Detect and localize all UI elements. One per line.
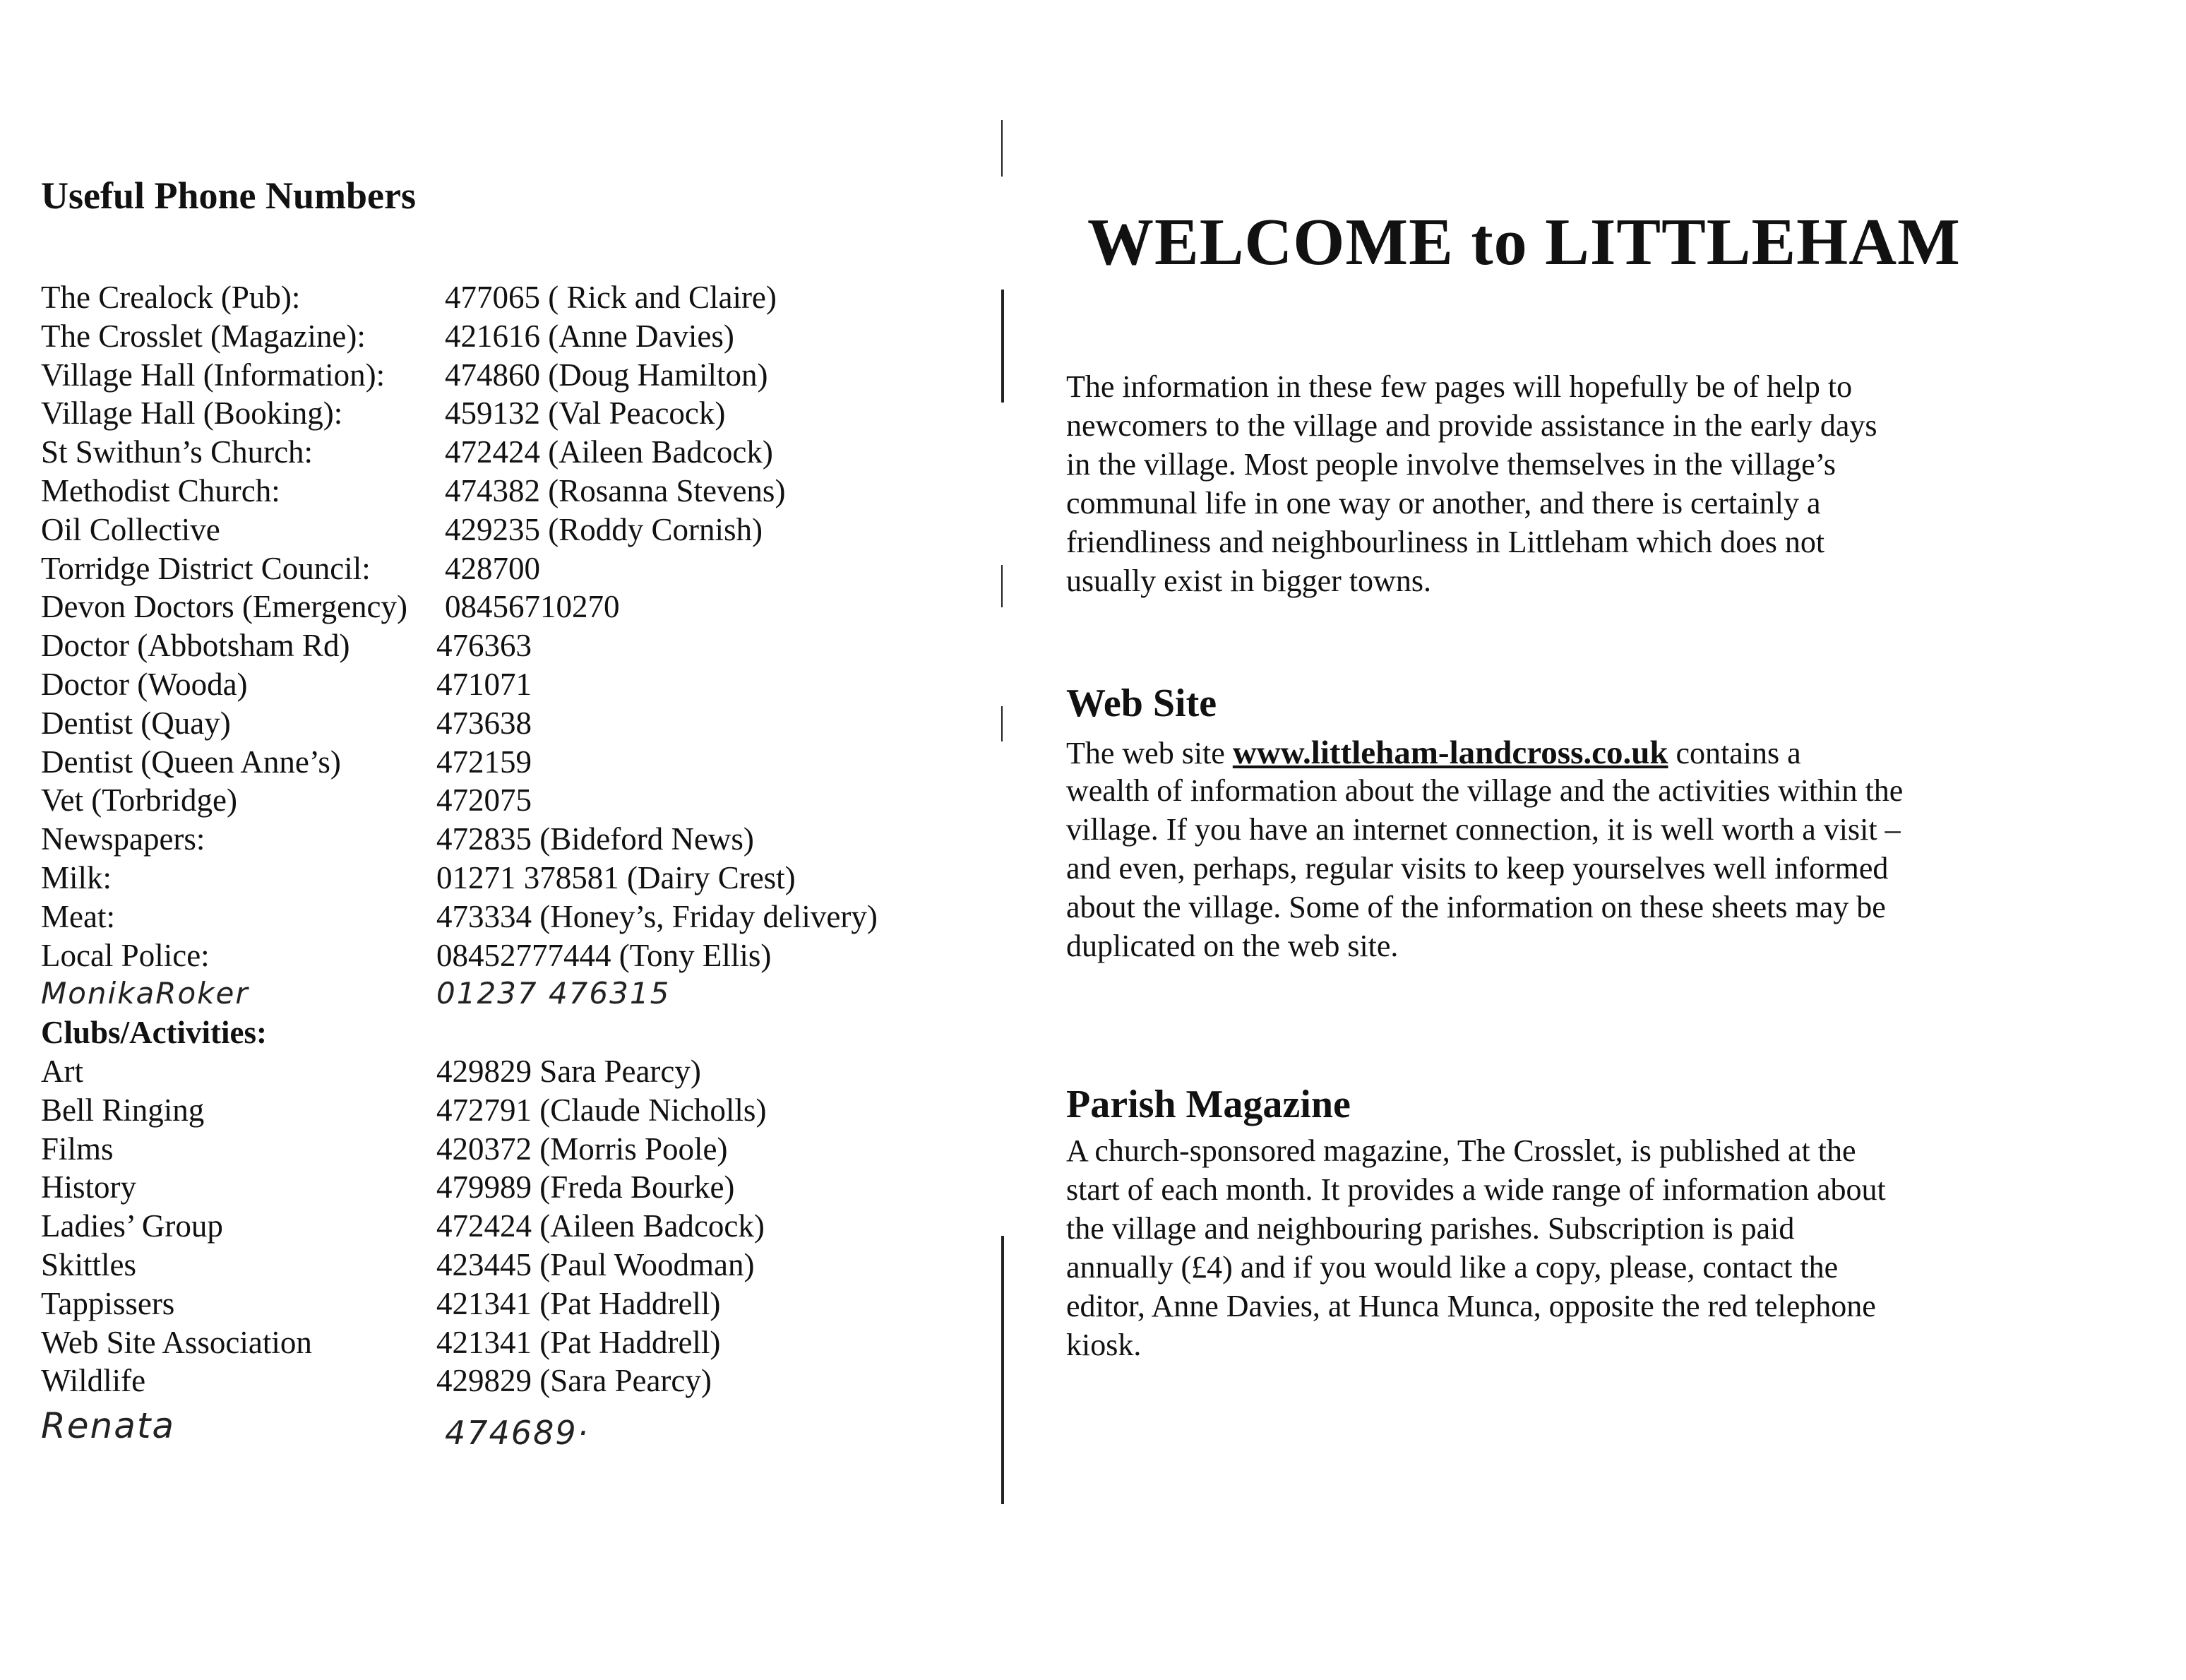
- list-item: [41, 588, 987, 626]
- entry-number: 01271 378581 (Dairy Crest): [436, 859, 796, 895]
- entry-label: The Crosslet (Magazine):: [41, 318, 366, 354]
- entry-number: 459132 (Val Peacock): [445, 395, 726, 431]
- website-line: wealth of information about the village and the activities within the: [1066, 773, 1904, 808]
- website-line: and even, perhaps, regular visits to keep yourselves well informed: [1066, 851, 1889, 886]
- entry-number: 423445 (Paul Woodman): [436, 1246, 755, 1282]
- entry-number: 471071: [436, 666, 532, 702]
- magazine-heading: Parish Magazine: [1066, 1083, 1351, 1126]
- entry-number: 472424 (Aileen Badcock): [445, 434, 773, 470]
- entry-label: Milk:: [41, 859, 112, 895]
- entry-label: Devon Doctors (Emergency): [41, 589, 407, 625]
- list-item: [41, 549, 987, 588]
- entry-label: Skittles: [41, 1246, 137, 1282]
- handwritten-number: 01237 476315: [436, 976, 671, 1011]
- fold-mark: [1001, 120, 1003, 177]
- list-item: [41, 356, 987, 395]
- entry-number: 472424 (Aileen Badcock): [436, 1208, 765, 1244]
- list-item: [41, 1323, 987, 1362]
- list-item: [41, 665, 987, 704]
- entry-number: 429235 (Roddy Cornish): [445, 511, 763, 547]
- list-item: [41, 626, 987, 665]
- entry-label: Ladies’ Group: [41, 1208, 223, 1244]
- entry-number: 08456710270: [445, 589, 620, 625]
- entry-label: Village Hall (Information):: [41, 357, 386, 393]
- entry-number: 421616 (Anne Davies): [445, 318, 734, 354]
- entry-label: Dentist (Queen Anne’s): [41, 744, 341, 780]
- handwritten-note: [41, 1405, 888, 1469]
- list-item: [41, 704, 987, 743]
- list-item: [41, 936, 987, 975]
- fold-mark: [1001, 706, 1003, 741]
- entry-label: Tappissers: [41, 1285, 175, 1321]
- page-title: WELCOME to LITTLEHAM: [1087, 205, 1961, 279]
- list-item: [41, 394, 987, 433]
- list-item: [41, 1285, 987, 1323]
- entry-label: Meat:: [41, 898, 115, 934]
- website-line: duplicated on the web site.: [1066, 929, 1399, 963]
- handwritten-name: Renata: [41, 1405, 176, 1446]
- list-item: [41, 278, 987, 317]
- entry-number: 477065 ( Rick and Claire): [445, 280, 777, 315]
- website-line-suffix: contains a: [1668, 736, 1801, 770]
- entry-number: 429829 Sara Pearcy): [436, 1053, 701, 1089]
- magazine-line: kiosk.: [1066, 1328, 1142, 1362]
- website-line: about the village. Some of the information on these sheets may be: [1066, 890, 1886, 924]
- fold-mark: [1001, 290, 1004, 403]
- handwritten-label: MonikaRoker: [41, 976, 249, 1011]
- entry-label: Art: [41, 1053, 83, 1089]
- entry-number: 429829 (Sara Pearcy): [436, 1363, 712, 1399]
- entry-number: 472835 (Bideford News): [436, 821, 754, 857]
- entry-label: St Swithun’s Church:: [41, 434, 313, 470]
- handwritten-number: 474689·: [445, 1414, 590, 1452]
- entry-label: Dentist (Quay): [41, 705, 231, 741]
- right-page: [1017, 0, 2186, 1680]
- website-line-prefix: The web site: [1066, 736, 1233, 770]
- entry-number: 421341 (Pat Haddrell): [436, 1285, 721, 1321]
- entry-number: 474382 (Rosanna Stevens): [445, 472, 786, 508]
- list-item: [41, 317, 987, 356]
- list-item: [41, 859, 987, 898]
- magazine-line: the village and neighbouring parishes. Subscription is paid: [1066, 1211, 1795, 1246]
- fold-mark: [1001, 1236, 1004, 1504]
- intro-line: newcomers to the village and provide assistance in the early days: [1066, 408, 1877, 443]
- entry-label: Methodist Church:: [41, 472, 280, 508]
- list-item: [41, 898, 987, 936]
- entry-number: 472075: [436, 782, 532, 818]
- entry-number: 476363: [436, 628, 532, 664]
- list-item: [41, 1362, 987, 1400]
- magazine-line: start of each month. It provides a wide range of information about: [1066, 1172, 1886, 1207]
- list-item: [41, 743, 987, 782]
- intro-line: friendliness and neighbourliness in Littleham which does not: [1066, 525, 1825, 559]
- fold-mark: [1001, 565, 1003, 607]
- intro-line: usually exist in bigger towns.: [1066, 564, 1431, 598]
- entry-label: Wildlife: [41, 1363, 146, 1399]
- entry-number: 473334 (Honey’s, Friday delivery): [436, 898, 878, 934]
- entry-number: 474860 (Doug Hamilton): [445, 357, 768, 393]
- entry-label: Films: [41, 1131, 114, 1167]
- entry-number: 428700: [445, 550, 540, 586]
- website-link[interactable]: www.littleham-landcross.co.uk: [1232, 734, 1668, 771]
- entry-label: Doctor (Wooda): [41, 666, 248, 702]
- intro-line: communal life in one way or another, and there is certainly a: [1066, 486, 1821, 520]
- list-item: [41, 511, 987, 549]
- entry-number: 472159: [436, 744, 532, 780]
- list-item: [41, 433, 987, 472]
- list-item: [41, 1052, 987, 1091]
- entry-label: Newspapers:: [41, 821, 205, 857]
- magazine-line: editor, Anne Davies, at Hunca Munca, opposite the red telephone: [1066, 1289, 1876, 1323]
- website-line: village. If you have an internet connection, it is well worth a visit –: [1066, 812, 1901, 847]
- list-item: [41, 472, 987, 511]
- website-line: [1066, 734, 1801, 771]
- entry-number: 420372 (Morris Poole): [436, 1131, 728, 1167]
- phone-numbers-heading: Useful Phone Numbers: [41, 174, 417, 217]
- entry-label: History: [41, 1169, 136, 1205]
- entry-label: Doctor (Abbotsham Rd): [41, 628, 350, 664]
- entry-label: Oil Collective: [41, 511, 220, 547]
- entry-number: 472791 (Claude Nicholls): [436, 1092, 767, 1128]
- intro-line: in the village. Most people involve themselves in the village’s: [1066, 447, 1836, 482]
- website-heading: Web Site: [1066, 681, 1217, 725]
- entry-label: Web Site Association: [41, 1324, 312, 1360]
- intro-line: The information in these few pages will hopefully be of help to: [1066, 369, 1853, 404]
- entry-number: 421341 (Pat Haddrell): [436, 1324, 721, 1360]
- entry-label: Local Police:: [41, 937, 210, 973]
- list-item: [41, 1207, 987, 1246]
- list-item: [41, 1168, 987, 1207]
- list-item: [41, 1246, 987, 1285]
- clubs-heading-row: [41, 1013, 987, 1052]
- list-item: [41, 820, 987, 859]
- entry-label: Village Hall (Booking):: [41, 395, 343, 431]
- entry-label: Torridge District Council:: [41, 550, 371, 586]
- list-item: [41, 1130, 987, 1169]
- entry-label: Bell Ringing: [41, 1092, 205, 1128]
- entry-number: 479989 (Freda Bourke): [436, 1169, 735, 1205]
- entry-number: 08452777444 (Tony Ellis): [436, 937, 772, 973]
- handwritten-entry: [41, 975, 987, 1013]
- list-item: [41, 1091, 987, 1130]
- left-page: [0, 0, 1003, 1680]
- magazine-line: A church-sponsored magazine, The Crosslet, is published at the: [1066, 1133, 1856, 1168]
- entry-number: 473638: [436, 705, 532, 741]
- phone-list: [41, 278, 987, 1400]
- entry-label: The Crealock (Pub):: [41, 280, 301, 315]
- magazine-line: annually (£4) and if you would like a copy, please, contact the: [1066, 1250, 1839, 1285]
- entry-label: Vet (Torbridge): [41, 782, 237, 818]
- list-item: [41, 781, 987, 820]
- clubs-heading: Clubs/Activities:: [41, 1015, 267, 1051]
